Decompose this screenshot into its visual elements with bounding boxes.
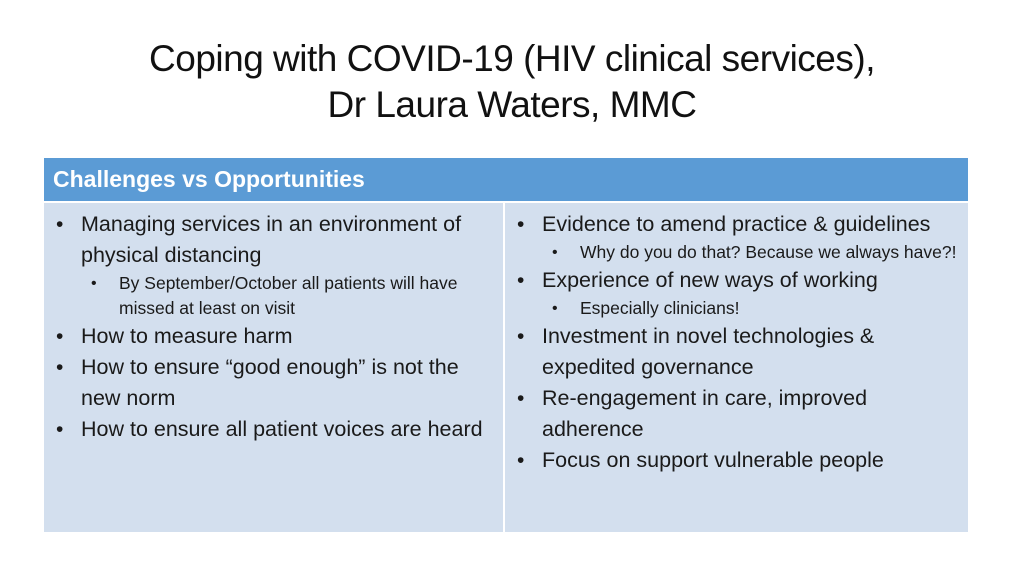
opportunity-item: • Experience of new ways of working [505,265,968,296]
title-line-1: Coping with COVID-19 (HIV clinical services), [149,38,875,79]
opportunity-item: • Re-engagement in care, improved adherence [505,383,968,445]
challenge-item: • How to ensure “good enough” is not the new norm [44,352,503,414]
opportunity-item: • Evidence to amend practice & guidelines [505,209,968,240]
opportunity-item: • Investment in novel technologies & expedited governance [505,321,968,383]
challenges-opportunities-table [44,158,968,532]
opportunities-column [505,203,968,532]
opportunity-subitem: • Why do you do that? Because we always have?! [505,240,968,265]
title-line-2: Dr Laura Waters, MMC [327,84,697,125]
challenge-subitem: • By September/October all patients will have missed at least on visit [44,271,503,321]
opportunities-list [505,209,968,476]
opportunity-item: • Focus on support vulnerable people [505,445,968,476]
challenge-item: • How to ensure all patient voices are heard [44,414,503,445]
opportunity-subitem: • Especially clinicians! [505,296,968,321]
challenge-item: • How to measure harm [44,321,503,352]
challenges-column [44,203,503,532]
challenge-item: • Managing services in an environment of physical distancing [44,209,503,271]
table-header: Challenges vs Opportunities [44,158,968,201]
challenges-list [44,209,503,445]
slide-title [0,36,1024,128]
